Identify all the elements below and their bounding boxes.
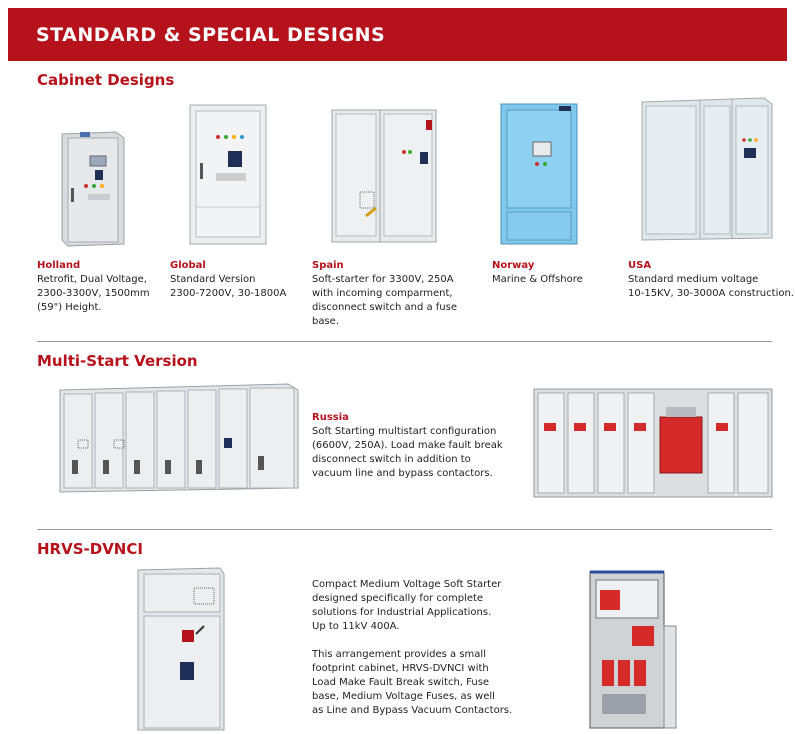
header-banner (8, 8, 787, 61)
caption-text: Standard medium voltage 10-15KV, 30-3000A construction. (628, 274, 794, 299)
holland-cabinet-image (58, 128, 128, 248)
caption-location: Spain (312, 260, 344, 271)
caption-location: USA (628, 260, 652, 271)
hrvs-cabinet-image (136, 566, 226, 732)
caption-russia (312, 411, 503, 481)
caption-holland (37, 259, 150, 315)
caption-text: Soft-starter for 3300V, 250A with incoming comparment, disconnect switch and a fuse base. (312, 274, 457, 327)
caption-location: Holland (37, 260, 81, 271)
hrvs-paragraph-2: This arrangement provides a small footprint cabinet, HRVS-DVNCI with Load Make Fault Break switch, Fuse base, Medium Voltage Fuses, as well as Line and Bypass Vacuum Contactors. (312, 649, 513, 716)
section-title-multi-start: Multi-Start Version (37, 352, 198, 370)
banner-title: STANDARD & SPECIAL DESIGNS (36, 24, 386, 46)
caption-norway (492, 259, 583, 287)
caption-usa (628, 259, 794, 301)
caption-location: Norway (492, 260, 535, 271)
caption-location: Russia (312, 412, 349, 423)
global-cabinet-image (188, 103, 268, 246)
spain-cabinet-image (330, 104, 440, 246)
caption-text: Soft Starting multistart configuration (6600V, 250A). Load make fault break disconnect switch in addition to vacuum line and bypass contactors. (312, 426, 503, 479)
hrvs-description (312, 578, 512, 718)
caption-global (170, 259, 286, 301)
hrvs-interior-image (588, 570, 684, 730)
multistart-interior-image (532, 383, 774, 501)
caption-spain (312, 259, 457, 329)
norway-cabinet-image (499, 100, 579, 246)
caption-text: Standard Version 2300-7200V, 30-1800A (170, 274, 287, 299)
caption-location: Global (170, 260, 206, 271)
caption-text: Marine & Offshore (492, 274, 583, 285)
usa-cabinet-image (640, 96, 774, 242)
section-title-hrvs-dvnci: HRVS-DVNCI (37, 540, 143, 558)
multistart-cabinet-lineup-image (58, 380, 300, 494)
hrvs-paragraph-1: Compact Medium Voltage Soft Starter designed specifically for complete solutions for Industrial Applications. Up to 11kV 400A. (312, 579, 502, 632)
section-title-cabinet-designs: Cabinet Designs (37, 71, 175, 89)
section-divider (37, 341, 772, 342)
section-divider (37, 529, 772, 530)
caption-text: Retrofit, Dual Voltage, 2300-3300V, 1500mm (59") Height. (37, 274, 150, 313)
